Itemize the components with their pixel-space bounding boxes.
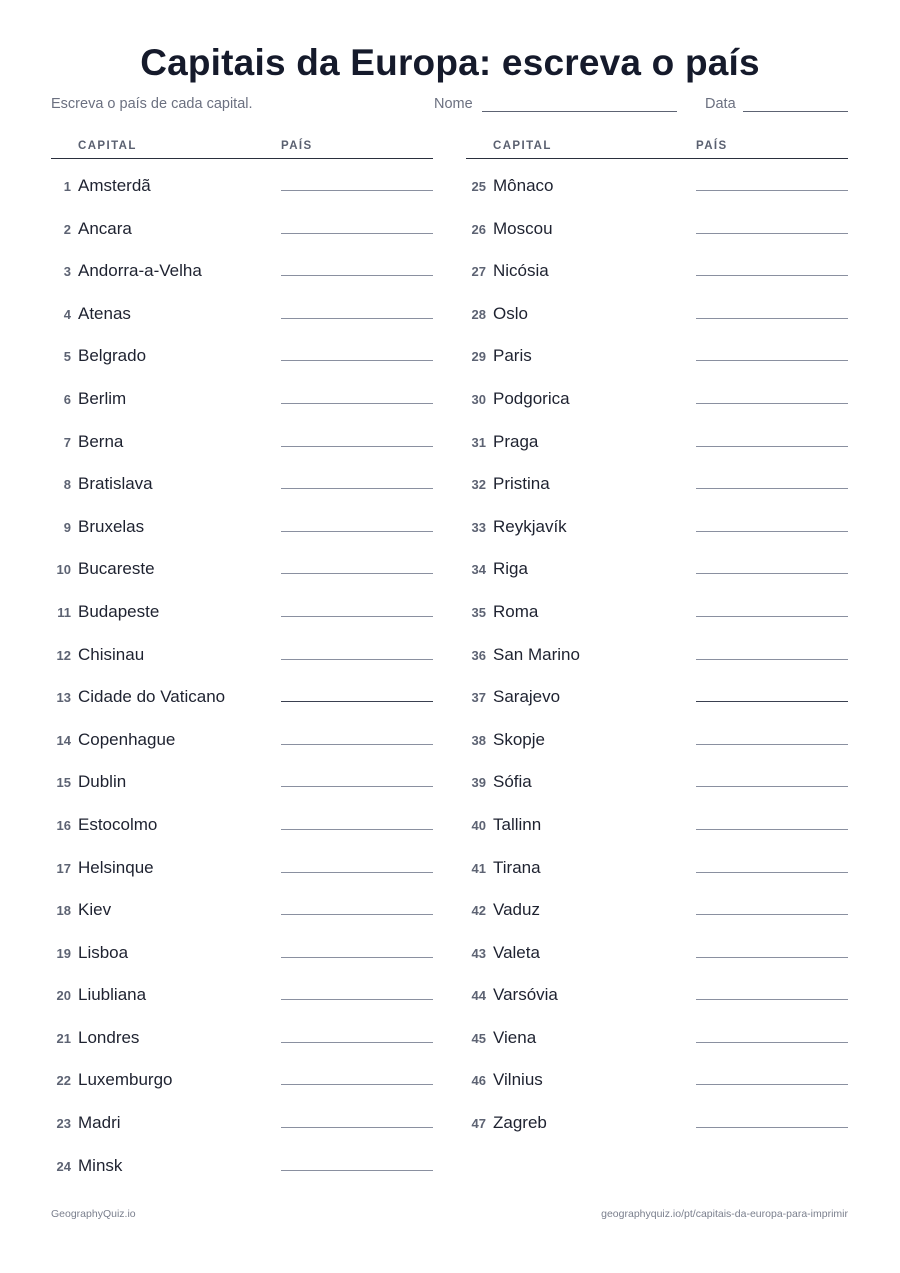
capital-name: Varsóvia (493, 985, 558, 1005)
right-list (466, 159, 848, 1139)
list-item (466, 287, 848, 330)
capital-name: Bratislava (78, 474, 153, 494)
list-item (466, 159, 848, 202)
capital-name: Atenas (78, 303, 131, 323)
item-number: 25 (471, 179, 486, 194)
item-number: 21 (56, 1030, 71, 1046)
item-number: 7 (63, 434, 71, 450)
item-number: 45 (471, 1030, 486, 1046)
item-number: 5 (63, 349, 71, 365)
country-header: PAÍS (281, 140, 313, 152)
item-number: 6 (63, 391, 71, 407)
capital-name: Tirana (493, 857, 541, 877)
country-answer-field[interactable] (696, 659, 848, 660)
country-answer-field[interactable] (281, 701, 433, 702)
item-number: 4 (63, 306, 71, 322)
capital-name: Minsk (78, 1155, 123, 1175)
list-item (51, 585, 433, 628)
capital-name: Chisinau (78, 644, 145, 664)
date-label: Data (705, 96, 736, 112)
country-answer-field[interactable] (696, 957, 848, 958)
item-number: 24 (56, 1158, 71, 1174)
capital-name: Oslo (493, 303, 528, 323)
list-item (51, 713, 433, 756)
list-item (51, 968, 433, 1011)
list-item (51, 1096, 433, 1139)
capital-name: Valeta (493, 942, 540, 962)
capital-name: Bucareste (78, 559, 155, 579)
item-number: 43 (471, 945, 486, 961)
item-number: 2 (63, 221, 71, 237)
item-number: 26 (471, 221, 486, 237)
country-answer-field[interactable] (696, 744, 848, 745)
country-answer-field[interactable] (696, 360, 848, 361)
capital-header: CAPITAL (78, 140, 137, 152)
item-number: 3 (63, 264, 71, 280)
list-item (466, 1096, 848, 1139)
list-item (51, 883, 433, 926)
item-number: 13 (56, 690, 71, 706)
list-item (51, 798, 433, 841)
list-item (466, 457, 848, 500)
capital-name: Podgorica (493, 388, 570, 408)
left-list (51, 159, 433, 1181)
capital-name: Riga (493, 559, 528, 579)
list-item (466, 628, 848, 671)
country-answer-field[interactable] (281, 786, 433, 787)
list-item (466, 798, 848, 841)
capital-name: Lisboa (78, 942, 129, 962)
item-number: 19 (56, 945, 71, 961)
item-number: 14 (56, 732, 71, 748)
list-item (51, 415, 433, 458)
item-number: 31 (471, 434, 486, 450)
item-number: 28 (471, 306, 486, 322)
country-answer-field[interactable] (281, 914, 433, 915)
capital-name: Reykjavík (493, 516, 567, 536)
right-column (466, 138, 848, 1139)
country-answer-field[interactable] (281, 573, 433, 574)
country-answer-field[interactable] (281, 1170, 433, 1171)
item-number: 23 (56, 1116, 71, 1132)
list-item (466, 1011, 848, 1054)
country-answer-field[interactable] (281, 403, 433, 404)
list-item (51, 244, 433, 287)
list-item (51, 500, 433, 543)
country-answer-field[interactable] (281, 318, 433, 319)
item-number: 30 (471, 391, 486, 407)
item-number: 37 (471, 690, 486, 706)
list-item (51, 1053, 433, 1096)
list-item (466, 244, 848, 287)
list-item (51, 457, 433, 500)
list-item (51, 926, 433, 969)
country-answer-field[interactable] (281, 275, 433, 276)
list-item (466, 926, 848, 969)
capital-name: Helsinque (78, 857, 154, 877)
item-number: 20 (56, 988, 71, 1004)
list-item (466, 968, 848, 1011)
capital-name: Paris (493, 346, 532, 366)
country-answer-field[interactable] (696, 1042, 848, 1043)
name-field[interactable] (482, 111, 677, 112)
country-answer-field[interactable] (696, 999, 848, 1000)
list-item (466, 415, 848, 458)
country-answer-field[interactable] (281, 446, 433, 447)
capital-name: Sófia (493, 772, 532, 792)
capital-name: Copenhague (78, 729, 176, 749)
list-item (466, 542, 848, 585)
country-answer-field[interactable] (281, 1084, 433, 1085)
capital-name: Belgrado (78, 346, 147, 366)
list-item (51, 628, 433, 671)
capital-name: Londres (78, 1027, 140, 1047)
list-item (466, 841, 848, 884)
country-answer-field[interactable] (696, 914, 848, 915)
item-number: 17 (56, 860, 71, 876)
country-answer-field[interactable] (696, 786, 848, 787)
footer-brand: GeographyQuiz.io (51, 1208, 136, 1220)
capital-name: Moscou (493, 218, 553, 238)
country-answer-field[interactable] (281, 360, 433, 361)
item-number: 18 (56, 903, 71, 919)
item-number: 1 (63, 179, 71, 194)
item-number: 41 (471, 860, 486, 876)
capital-name: Berna (78, 431, 124, 451)
country-answer-field[interactable] (281, 872, 433, 873)
list-item (51, 841, 433, 884)
capital-name: Luxemburgo (78, 1070, 173, 1090)
country-answer-field[interactable] (281, 233, 433, 234)
list-item (466, 670, 848, 713)
country-answer-field[interactable] (696, 573, 848, 574)
country-answer-field[interactable] (696, 403, 848, 404)
country-answer-field[interactable] (696, 190, 848, 191)
country-answer-field[interactable] (281, 999, 433, 1000)
capital-name: Roma (493, 601, 539, 621)
capital-name: Amsterdã (78, 176, 151, 195)
capital-name: Vilnius (493, 1070, 543, 1090)
country-answer-field[interactable] (281, 531, 433, 532)
list-item (51, 202, 433, 245)
item-number: 22 (56, 1073, 71, 1089)
capital-name: Bruxelas (78, 516, 145, 536)
list-item (466, 713, 848, 756)
item-number: 27 (471, 264, 486, 280)
capital-name: Sarajevo (493, 687, 561, 707)
country-answer-field[interactable] (696, 446, 848, 447)
list-item (51, 372, 433, 415)
item-number: 47 (471, 1116, 486, 1132)
capital-name: Skopje (493, 729, 545, 749)
list-item (466, 755, 848, 798)
item-number: 32 (471, 477, 486, 493)
country-answer-field[interactable] (281, 829, 433, 830)
list-item (51, 159, 433, 202)
list-item (51, 542, 433, 585)
item-number: 9 (63, 519, 71, 535)
capital-name: Praga (493, 431, 539, 451)
item-number: 44 (471, 988, 486, 1004)
instructions-text: Escreva o país de cada capital. (51, 96, 253, 112)
page-title: Capitais da Europa: escreva o país (140, 42, 760, 83)
capital-name: Vaduz (493, 900, 540, 920)
item-number: 39 (471, 775, 486, 791)
capital-name: Madri (78, 1113, 121, 1133)
list-item (51, 287, 433, 330)
item-number: 16 (56, 817, 71, 833)
item-number: 40 (471, 817, 486, 833)
country-answer-field[interactable] (696, 616, 848, 617)
item-number: 15 (56, 775, 71, 791)
list-item (51, 670, 433, 713)
capital-name: Estocolmo (78, 814, 158, 834)
date-field[interactable] (743, 111, 848, 112)
list-item (51, 755, 433, 798)
country-answer-field[interactable] (696, 318, 848, 319)
capital-name: Nicósia (493, 261, 549, 281)
country-answer-field[interactable] (696, 1084, 848, 1085)
capital-name: Cidade do Vaticano (78, 687, 226, 707)
country-answer-field[interactable] (281, 659, 433, 660)
capital-name: Budapeste (78, 601, 160, 621)
capital-name: Mônaco (493, 176, 554, 195)
capital-name: Kiev (78, 900, 112, 920)
item-number: 35 (471, 604, 486, 620)
country-answer-field[interactable] (696, 531, 848, 532)
capital-name: Ancara (78, 218, 132, 238)
item-number: 38 (471, 732, 486, 748)
item-number: 34 (471, 562, 486, 578)
capital-name: Liubliana (78, 985, 147, 1005)
list-item (466, 883, 848, 926)
list-item (466, 202, 848, 245)
list-item (51, 1139, 433, 1182)
item-number: 10 (56, 562, 71, 578)
country-header: PAÍS (696, 140, 728, 152)
footer-url: geographyquiz.io/pt/capitais-da-europa-para-imprimir (601, 1208, 848, 1220)
item-number: 42 (471, 903, 486, 919)
country-answer-field[interactable] (696, 488, 848, 489)
left-column (51, 138, 433, 1181)
country-answer-field[interactable] (696, 701, 848, 702)
item-number: 46 (471, 1073, 486, 1089)
left-column-header (51, 138, 433, 159)
country-answer-field[interactable] (696, 872, 848, 873)
item-number: 36 (471, 647, 486, 663)
country-answer-field[interactable] (281, 616, 433, 617)
item-number: 11 (57, 604, 71, 620)
capital-name: Dublin (78, 772, 127, 792)
list-item (466, 500, 848, 543)
capital-name: Pristina (493, 474, 550, 494)
capital-name: San Marino (493, 644, 580, 664)
country-answer-field[interactable] (696, 275, 848, 276)
capital-name: Viena (493, 1027, 537, 1047)
country-answer-field[interactable] (281, 488, 433, 489)
capital-name: Zagreb (493, 1113, 547, 1133)
country-answer-field[interactable] (281, 744, 433, 745)
item-number: 33 (471, 519, 486, 535)
capital-header: CAPITAL (493, 140, 552, 152)
country-answer-field[interactable] (281, 1042, 433, 1043)
item-number: 12 (56, 647, 71, 663)
right-column-header (466, 138, 848, 159)
list-item (466, 585, 848, 628)
name-label: Nome (434, 96, 473, 112)
country-answer-field[interactable] (281, 1127, 433, 1128)
item-number: 29 (471, 349, 486, 365)
country-answer-field[interactable] (696, 829, 848, 830)
country-answer-field[interactable] (696, 233, 848, 234)
capital-name: Berlim (78, 388, 127, 408)
capital-name: Andorra-a-Velha (78, 261, 202, 281)
list-item (466, 372, 848, 415)
list-item (466, 329, 848, 372)
country-answer-field[interactable] (281, 957, 433, 958)
list-item (51, 329, 433, 372)
country-answer-field[interactable] (281, 190, 433, 191)
country-answer-field[interactable] (696, 1127, 848, 1128)
item-number: 8 (63, 477, 71, 493)
capital-name: Tallinn (493, 814, 542, 834)
list-item (466, 1053, 848, 1096)
list-item (51, 1011, 433, 1054)
